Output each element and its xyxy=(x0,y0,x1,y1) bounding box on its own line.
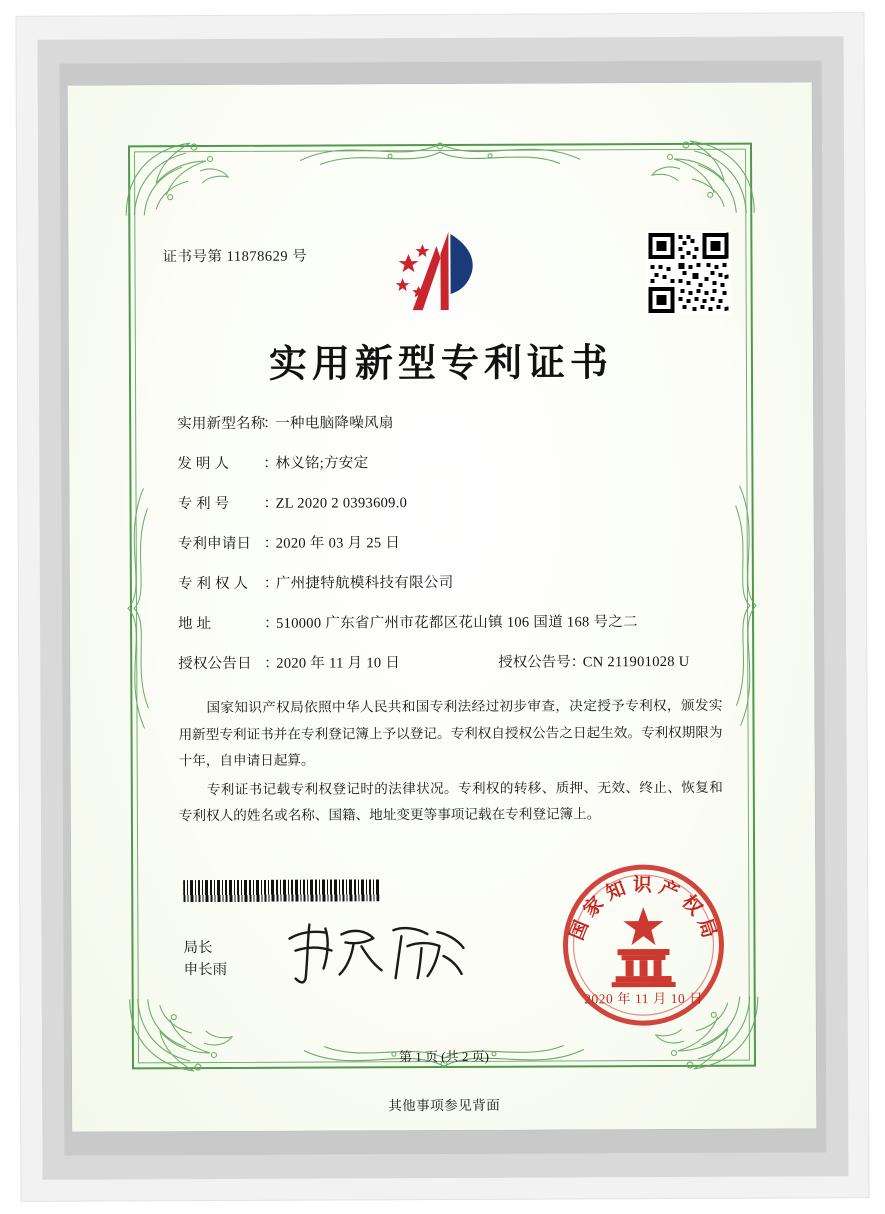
field-value: 林义铭;方安定 xyxy=(275,455,369,472)
certificate-number: 证书号第 11878629 号 xyxy=(162,248,308,266)
qr-code xyxy=(646,231,730,315)
field-row-patent-number xyxy=(178,493,724,515)
field-row-grant xyxy=(178,653,724,675)
field-row-application-date xyxy=(178,533,724,555)
patent-certificate xyxy=(68,82,817,1131)
field-value: 2020 年 11 月 10 日 xyxy=(276,655,401,673)
certificate-paper xyxy=(68,82,817,1131)
paragraph-1: 国家知识产权局依照中华人民共和国专利法经过初步审查，决定授予专利权，颁发实用新型专利证书并在专利登记簿上予以登记。专利权自授权公告之日起生效。专利权期限为十年，自申请日起算。 xyxy=(178,697,723,769)
right-flourish-icon xyxy=(729,476,770,736)
field-row-patentee xyxy=(178,573,724,595)
field-list xyxy=(177,413,724,696)
field-value: 广州捷特航模科技有限公司 xyxy=(275,575,454,592)
signature-block xyxy=(183,937,227,982)
field-label: 专 利 权 人 xyxy=(177,576,249,593)
signature-name: 申长雨 xyxy=(183,962,228,979)
field-label-secondary: 授权公告号 xyxy=(498,654,571,672)
field-value: 510000 广东省广州市花都区花山镇 106 国道 168 号之二 xyxy=(276,614,638,633)
field-colon: ： xyxy=(570,654,586,671)
handwritten-signature xyxy=(281,916,471,987)
field-colon: ： xyxy=(263,535,279,552)
footnote: 其他事项参见背面 xyxy=(388,1097,501,1114)
field-colon: ： xyxy=(263,575,279,593)
legal-text xyxy=(178,693,723,832)
field-value: 2020 年 03 月 25 日 xyxy=(275,535,401,552)
field-value: 一种电脑降噪风扇 xyxy=(275,415,394,432)
field-label: 授权公告日 xyxy=(178,656,252,673)
left-flourish-icon xyxy=(113,478,154,738)
field-label: 地 址 xyxy=(178,616,212,633)
field-colon: ： xyxy=(264,656,279,673)
cnipa-logo-icon xyxy=(378,224,502,317)
field-colon: ： xyxy=(263,415,278,432)
field-label: 发 明 人 xyxy=(177,455,230,473)
page-indicator: 第 1 页 (共 2 页) xyxy=(398,1048,489,1065)
field-label: 实用新型名称 xyxy=(177,415,266,433)
field-row-address xyxy=(178,613,724,635)
field-value-secondary: CN 211901028 U xyxy=(582,654,690,671)
field-colon: ： xyxy=(263,455,278,472)
page-title: 实用新型专利证书 xyxy=(268,339,614,386)
field-row-name xyxy=(177,413,723,435)
barcode xyxy=(183,879,379,902)
paragraph-2: 专利证书记载专利权登记时的法律状况。专利权的转移、质押、无效、终止、恢复和专利权人的姓名或名称、国籍、地址变更等事项记载在专利登记簿上。 xyxy=(178,779,723,824)
svg-text:国家知识产权局: 国家知识产权局 xyxy=(565,873,723,947)
field-value: ZL 2020 2 0393609.0 xyxy=(275,495,408,512)
field-colon: ： xyxy=(264,616,279,633)
seal-date: 2020 年 11 月 10 日 xyxy=(584,990,704,1007)
signature-role: 局长 xyxy=(183,940,213,957)
field-label: 专 利 号 xyxy=(177,496,230,513)
field-colon: ： xyxy=(263,495,279,512)
field-label: 专利申请日 xyxy=(177,536,252,553)
top-flourish-icon xyxy=(290,129,590,170)
field-row-inventor xyxy=(177,453,723,475)
